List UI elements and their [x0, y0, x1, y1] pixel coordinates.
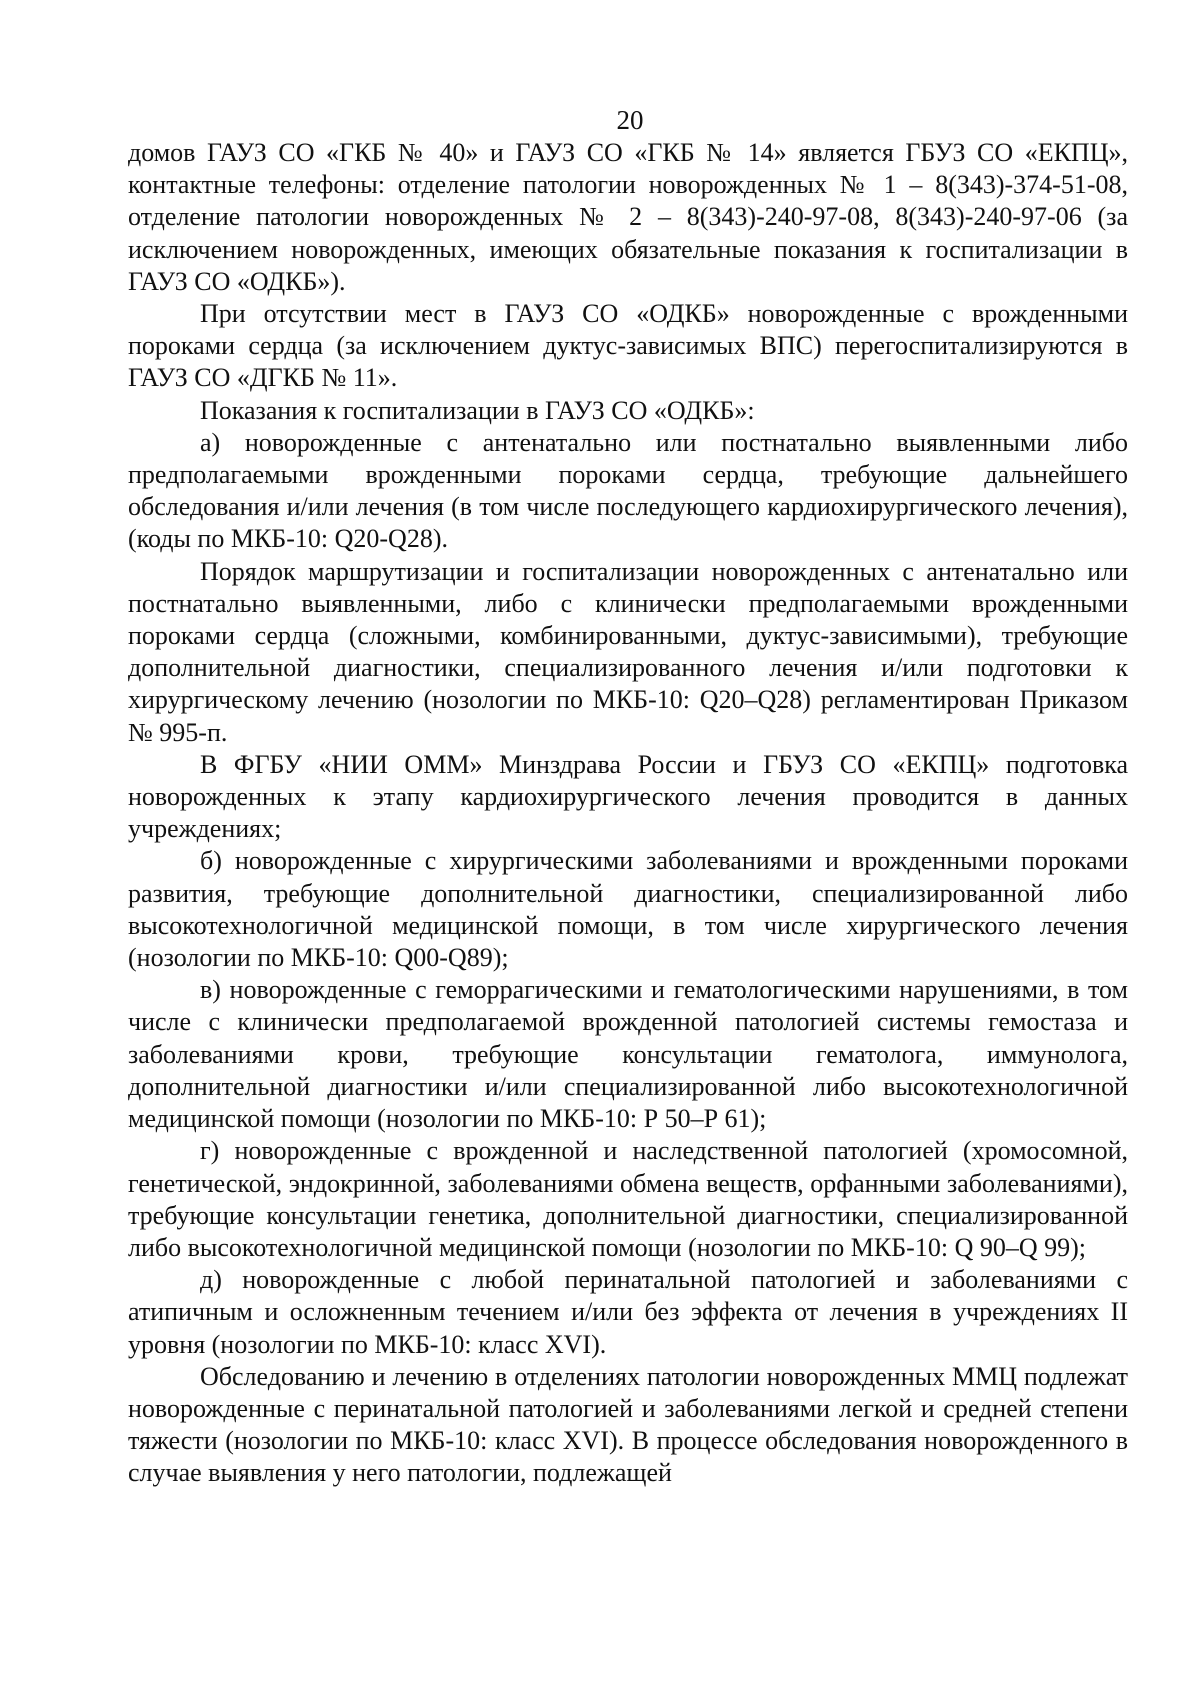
paragraph-continuation: домов ГАУЗ СО «ГКБ № 40» и ГАУЗ СО «ГКБ № 14» является ГБУЗ СО «ЕКПЦ», контактные телефоны: отделение патологии новорожденных № 1 – 8(343)-374-51-08, отделение патологии новорожденных № 2 – 8(343)-240-97-08, 8(343)-240-97-06 (за исключением новорожденных, имеющих обязательные показания к госпитализации в ГАУЗ СО «ОДКБ»). — [128, 138, 1128, 296]
document-body — [128, 137, 1128, 1490]
list-item-d: д) новорожденные с любой перинатальной патологией и заболеваниями с атипичным и осложненным течением и/или без эффекта от лечения в учреждениях II уровня (нозологии по МКБ-10: класс XVI). — [128, 1265, 1128, 1359]
list-item-v: в) новорожденные с геморрагическими и гематологическими нарушениями, в том числе с клинически предполагаемой врожденной патологией системы гемостаза и заболеваниями крови, требующие консультации гематолога, иммунолога, дополнительной диагностики и/или специализированной либо высокотехнологичной медицинской помощи (нозологии по МКБ-10: Р 50–Р 61); — [128, 975, 1128, 1134]
list-item-a: а) новорожденные с антенатально или постнатально выявленными либо предполагаемыми врожденными пороками сердца, требующие дальнейшего обследования и/или лечения (в том числе последующего кардиохирургического лечения), (коды по МКБ-10: Q20-Q28). — [128, 427, 1128, 554]
paragraph-routing-procedure: Порядок маршрутизации и госпитализации новорожденных с антенатально или постнатально выявленными, либо с клинически предполагаемыми врожденными пороками сердца (сложными, комбинированными, дуктус-зависимыми), требующие дополнительной диагностики, специализированного лечения и/или подготовки к хирургическому лечению (нозологии по МКБ-10: Q20–Q28) регламентирован Приказом № 995-п. — [128, 556, 1128, 747]
page-number: 20 — [616, 105, 644, 135]
paragraph-preparation: В ФГБУ «НИИ ОММ» Минздрава России и ГБУЗ СО «ЕКПЦ» подготовка новорожденных к этапу кардиохирургического лечения проводится в данных учреждениях; — [128, 749, 1128, 844]
list-item-g: г) новорожденные с врожденной и наследственной патологией (хромосомной, генетической, эндокринной, заболеваниями обмена веществ, орфанными заболеваниями), требующие консультации генетика, дополнительной диагностики, специализированной либо высокотехнологичной медицинской помощи (нозологии по МКБ-10: Q 90–Q 99); — [128, 1136, 1128, 1262]
list-item-b: б) новорожденные с хирургическими заболеваниями и врожденными пороками развития, требующие дополнительной диагностики, специализированной либо высокотехнологичной медицинской помощи, в том числе хирургического лечения (нозологии по МКБ-10: Q00-Q89); — [128, 846, 1128, 973]
paragraph-indications-heading: Показания к госпитализации в ГАУЗ СО «ОДКБ»: — [200, 395, 755, 425]
paragraph-mmc-departments: Обследованию и лечению в отделениях патологии новорожденных ММЦ подлежат новорожденные с перинатальной патологией и заболеваниями легкой и средней степени тяжести (нозологии по МКБ-10: класс XVI). В процессе обследования новорожденного в случае выявления у него патологии, подлежащей — [128, 1361, 1128, 1488]
paragraph-no-beds-transfer: При отсутствии мест в ГАУЗ СО «ОДКБ» новорожденные с врожденными пороками сердца (за исключением дуктус-зависимых ВПС) перегоспитализируются в ГАУЗ СО «ДГКБ № 11». — [128, 299, 1128, 393]
